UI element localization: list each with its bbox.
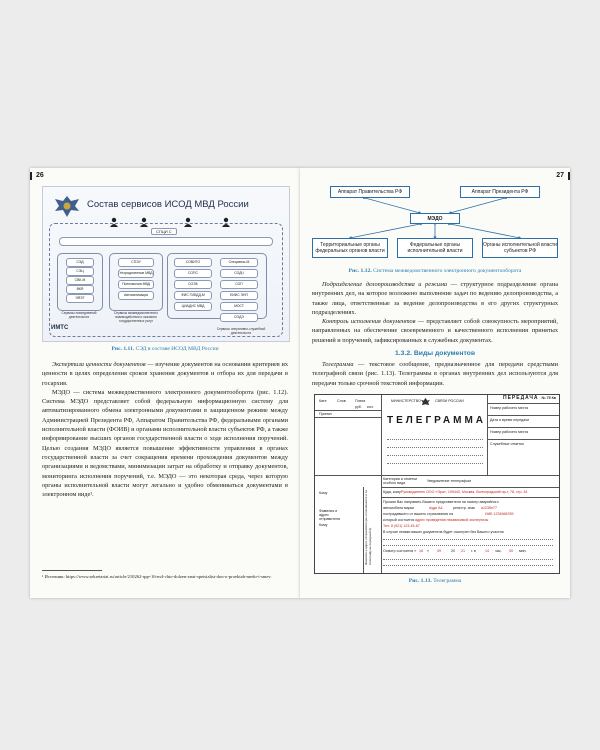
form-line: [487, 403, 559, 404]
node-government-apparatus: Аппарат Правительства РФ: [330, 186, 410, 198]
right-page: [300, 168, 570, 598]
footnote-rule: [42, 570, 102, 571]
figure-caption: [310, 268, 560, 274]
user-icon: [183, 217, 193, 227]
date-value: 14: [485, 549, 489, 553]
form-dotted-line: [387, 463, 483, 464]
to-label: Кому: [319, 491, 328, 495]
body-value: ИИБ 1234568789: [485, 512, 514, 516]
service-box: Упорядоченные МВД: [118, 269, 154, 278]
form-line: [315, 410, 381, 411]
service-box: МОСТ: [220, 302, 258, 311]
service-box: ЕИИС ЭНП: [220, 291, 258, 300]
service-box: СПЭУ: [118, 258, 154, 267]
body-text: [42, 360, 288, 499]
telegram-title: ТЕЛЕГРАММА: [387, 415, 487, 426]
group-label: Сервисы межведомственного взаимодействия и оказания государственных услуг: [114, 311, 158, 323]
form-line: [315, 417, 381, 418]
node-regional-executive: Органы исполнительной власти субъектов РФ: [482, 238, 558, 258]
service-box: ЦИАДИС МВД: [174, 302, 212, 311]
date-line: »: [427, 549, 429, 553]
medo-diagram: [310, 182, 560, 264]
page-number: 26: [36, 172, 44, 179]
sender-note: Фамилия и адрес отправителя: [319, 509, 340, 522]
user-icon: [221, 217, 231, 227]
form-dotted-line: [383, 539, 553, 540]
left-page: [30, 168, 300, 598]
paragraph-text: — текстовое сообщение, предназначенное для передачи средствами телеграфной связи (рис. 1.13). Телеграммы в органах внутренних дел используются для передачи только срочной текстовой информации.: [312, 361, 558, 387]
body-line: В случае неявки ваших документов будет осмотрен без Вашего участия: [383, 530, 504, 534]
service-box: СОП: [220, 280, 258, 289]
right-field: Дата и время передачи: [490, 418, 530, 422]
user-icon: [109, 217, 119, 227]
date-line: час.: [495, 549, 502, 553]
footnote: ¹ Источник: https://www.sekretariat.ru/article/210262-qqe-16-m4-chto-dolzen-znat-spetsialist-dou-o-proektah-medo-i-smev.: [42, 574, 272, 579]
ministry-right-label: СВЯЗИ РОССИИ: [435, 399, 464, 403]
form-number: № 75 Кв: [541, 396, 556, 400]
node-federal-executive: Федеральные органы исполнительной власти: [397, 238, 473, 258]
paragraph: [312, 317, 558, 345]
address-label: Куда, кому: [383, 490, 401, 494]
service-box: СОПС: [174, 269, 212, 278]
group-label: Сервисы повседневной деятельности: [61, 311, 97, 319]
body-line: Просим Вас направить Вашего представителя на осмотр аварийного: [383, 500, 499, 504]
page-number-marker: [568, 172, 570, 180]
isod-figure: [42, 186, 290, 342]
node-medo: МЭДО: [410, 213, 460, 224]
form-dotted-line: [383, 559, 553, 560]
user-icon: [139, 217, 149, 227]
node-president-apparatus: Аппарат Президента РФ: [460, 186, 540, 198]
right-field: Номер рабочего места: [490, 406, 529, 410]
caption-text: Телеграмма: [433, 578, 462, 584]
caption-text: Система межведомственного электронного документооборота: [373, 268, 522, 274]
body-value: а123бн77: [481, 506, 498, 510]
mvd-emblem-icon: [53, 193, 81, 219]
russia-eagle-icon: [421, 397, 430, 406]
form-line: [381, 487, 559, 488]
body-line: который состоится: [383, 518, 415, 522]
form-dotted-line: [387, 439, 483, 440]
service-box: ФИС ГИБДД-М: [174, 291, 212, 300]
service-group-daily: [57, 253, 103, 311]
ministry-label: МИНИСТЕРСТВО: [391, 399, 421, 403]
col-header: Плата: [355, 399, 366, 403]
figure-caption: [42, 346, 288, 352]
form-line: [487, 415, 559, 416]
paragraph: МЭДО — система межведомственного электронного документооборота (рис. 1.12). Система МЭДО представляет собой федеральную информационную систему для автоматизированного обмена электронными документами в защищенном режиме между Администрацией Президента РФ, Аппаратом Правительства РФ, федеральными органами исполнительной власти (ФОИВ) и органами исполнительной власти субъектов РФ, а также информирование высших органов государственной власти о ходе исполнения поручений. Целью создания МЭДО является повышение эффективности управления в органах государственной власти за счет сокращения времени прохождения документов между организациями и ведомствами, минимизации затрат на обработку и отправку документов, мониторинга исполнения поручений, т.е. МЭДО — это некоторая среда, через которую органы исполнительной власти могут легально и удобно обмениваться документами в электронном виде¹.: [42, 388, 288, 499]
body-value: Ауди А4: [429, 506, 443, 510]
body-line: пострадавшего от вашего страхования на: [383, 512, 454, 516]
service-group-interagency: [109, 253, 163, 311]
service-box: СОДЭ: [220, 313, 258, 322]
date-line: 20: [451, 549, 455, 553]
col-header: руб.: [355, 405, 362, 409]
form-line: [381, 475, 382, 573]
bus-label: СПЦИ С: [151, 228, 177, 235]
form-dotted-line: [383, 545, 553, 546]
body-value: адрес проведения независимой экспертизы: [415, 518, 489, 522]
form-line: [381, 497, 559, 498]
paragraph-text: — структурное подразделение органа внутренних дел, на которое возложено выполнение задач по ведению делопроизводства, а также лица, ответственные за ведение делопроизводства в его других структурных подразделениях.: [312, 281, 558, 316]
figure-title: Состав сервисов ИСОД МВД России: [87, 199, 249, 210]
transfer-label: ПЕРЕДАЧА: [503, 395, 539, 401]
form-line: [487, 439, 559, 440]
service-box: ВКЯ: [66, 285, 94, 294]
section-heading: 1.3.2. Виды документов: [394, 350, 476, 357]
category-label: Категория и отметки особого вида: [383, 477, 417, 486]
paragraph: [312, 360, 558, 388]
term: Телеграмма: [322, 361, 354, 368]
col-header: Слов: [337, 399, 346, 403]
form-dotted-line: [387, 447, 483, 448]
service-bus: [59, 237, 273, 246]
service-box: СЭД: [66, 258, 94, 267]
form-line: [381, 395, 382, 475]
service-box: СОЭБ: [174, 280, 212, 289]
service-box: СЭЦ: [66, 267, 94, 276]
service-box: СВК-М: [66, 276, 94, 285]
form-line: [487, 427, 559, 428]
date-value: 00: [509, 549, 513, 553]
body-value: Тел. 8 (921) 123-45-67: [383, 524, 420, 528]
term: Подразделение делопроизводства и режима: [322, 281, 448, 288]
caption-text: СЭД в составе ИСОД МВД России: [135, 346, 219, 352]
col-header: коп.: [367, 405, 374, 409]
date-value: 16: [419, 549, 423, 553]
accepted-label: Принял: [319, 412, 332, 416]
service-box: СОВИТО: [174, 258, 212, 267]
date-line: г. в: [471, 549, 476, 553]
caption-label: Рис. 1.12.: [348, 268, 372, 274]
service-group-operational: [167, 253, 267, 319]
paragraph-text: — изучение документов на основании критериев их ценности в целях определения сроков хранения документов и отбора их для передачи в госархив.: [42, 361, 288, 387]
right-field: Номер рабочего места: [490, 430, 529, 434]
col-header: Кате: [319, 399, 327, 403]
page-number-marker: [30, 172, 32, 180]
term: Контроль исполнения документов: [322, 318, 416, 326]
body-line: автомобиля марки: [383, 506, 415, 510]
service-box: ЭЯЭТ: [66, 294, 94, 303]
figure-caption: [310, 578, 560, 584]
service-box: Полномочия МВД: [118, 280, 154, 289]
caption-label: Рис. 1.13.: [408, 578, 432, 584]
page-number: 27: [556, 172, 564, 179]
body-line: регистр. знак: [453, 506, 475, 510]
form-dotted-line: [383, 565, 553, 566]
paragraph: [312, 280, 558, 317]
group-label: Сервисы оперативно-служебной деятельности: [216, 327, 266, 335]
form-line: [315, 475, 559, 476]
node-territorial-organs: Территориальные органы федеральных органов власти: [312, 238, 388, 258]
imts-logo: ИМТС: [51, 325, 69, 331]
service-box: Автоматизация: [118, 291, 154, 300]
body-text: [312, 360, 558, 388]
form-dotted-line: [387, 455, 483, 456]
form-line: [487, 395, 488, 475]
date-line: Осмотр состоится «: [383, 549, 417, 553]
date-line: мин.: [519, 549, 527, 553]
paragraph: [42, 360, 288, 388]
service-box: СОДЧ: [220, 269, 258, 278]
telegram-form: [314, 394, 560, 574]
date-value: 09: [437, 549, 441, 553]
body-text: [312, 280, 558, 345]
side-note: Фамилия и адрес отправителя (не оплачиваются и по телеграфу не передаются): [364, 489, 372, 565]
right-field: Служебные отметки: [490, 442, 524, 446]
paragraph-text: — представляет собой совокупность мероприятий, направленных на обеспечение своевременного и качественного исполнения принятых решений и поручений, зафиксированных в служебных документах.: [312, 318, 558, 344]
date-value: 21: [461, 549, 465, 553]
address-value: Руководителю ООО «Эра», 109443, Москва, Волгоградский пр-т, 78, стр. 34: [401, 490, 528, 494]
term: Экспертиза ценности документов: [52, 361, 146, 368]
category-value: Уведомление телеграфом: [427, 479, 471, 483]
caption-label: Рис. 1.11.: [111, 346, 135, 352]
service-box: Спецсвязь-М: [220, 258, 258, 267]
to-label: Кому: [319, 523, 328, 527]
